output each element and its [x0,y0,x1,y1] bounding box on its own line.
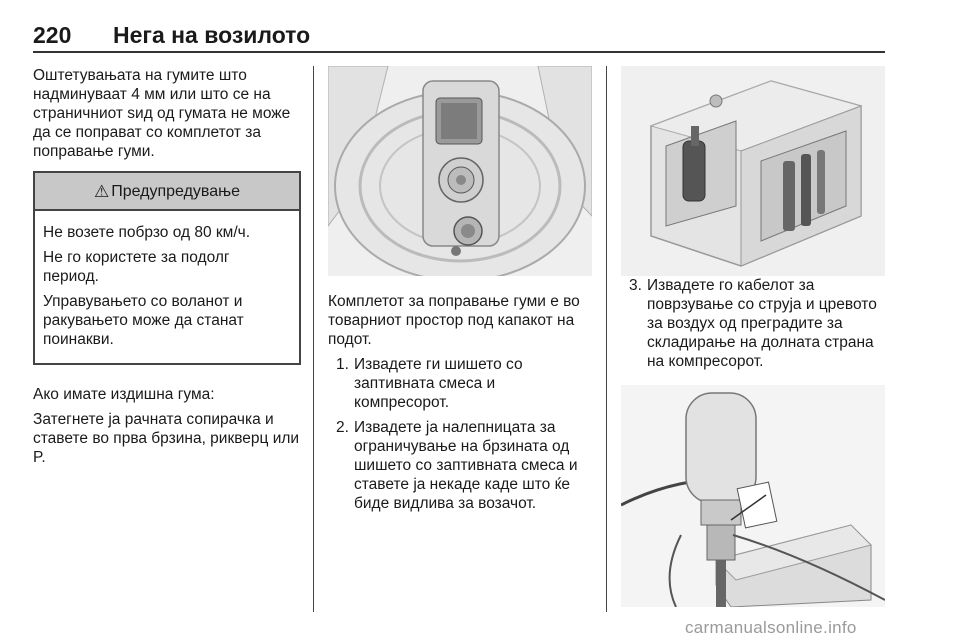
page-header [33,20,885,56]
warning-triangle-icon: ⚠ [93,181,110,201]
sealant-bottle-illustration [621,385,885,607]
column-1 [33,66,301,473]
warning-box [33,171,301,365]
compressor-underside-illustration [621,66,885,276]
compressor-underside-drawing [621,66,885,276]
sealant-bottle-drawing [621,385,885,607]
warning-title: Предупредување [111,182,241,200]
column-3 [621,66,885,607]
list-item: 1. Извадете ги шишето со заптивната смеса и компресорот. [336,356,523,411]
list-item: 3. Извадете го кабелот за поврзување со струја и цревото за воздух од преградите за складирање на долната страна на компресорот. [629,277,877,370]
watermark: carmanualsonline.info [685,618,857,637]
warning-header [35,173,299,211]
warning-line: Не возете побрзо од 80 км/ч. [43,224,251,241]
header-rule [33,51,885,53]
handbrake-text: Затегнете ја рачната сопирачка и ставете во прва брзина, рикверц или P. [33,411,300,466]
column-divider-1 [313,66,314,612]
warning-line: Не го користете за подолг период. [43,249,230,285]
warning-line: Управувањето со воланот и ракувањето може да станат поинакви. [43,293,244,348]
flat-tyre-text: Ако имате издишна гума: [33,386,215,403]
spare-wheel-well-illustration [328,66,592,276]
intro-paragraph: Оштетувањата на гумите што надминуваат 4 мм или што се на страничниот ѕид од гумата не може да се поправат со комплетот за поправање гуми. [33,67,291,160]
spare-wheel-well-drawing [328,66,592,276]
caption-block [328,292,592,513]
list-item: 2. Извадете ја налепницата за ограничување на брзината од шишето со заптивната смеса и ставете ја некаде каде што ќе биде видлива за возачот. [336,419,578,512]
column-2 [328,66,592,519]
warning-body [35,211,299,363]
steps-list [621,276,885,371]
kit-location-text: Комплетот за поправање гуми е во товарниот простор под капакот на подот. [328,293,580,348]
steps-list [328,355,592,513]
page-title: Нега на возилото [113,22,311,48]
page-number: 220 [33,22,72,48]
column-divider-2 [606,66,607,612]
